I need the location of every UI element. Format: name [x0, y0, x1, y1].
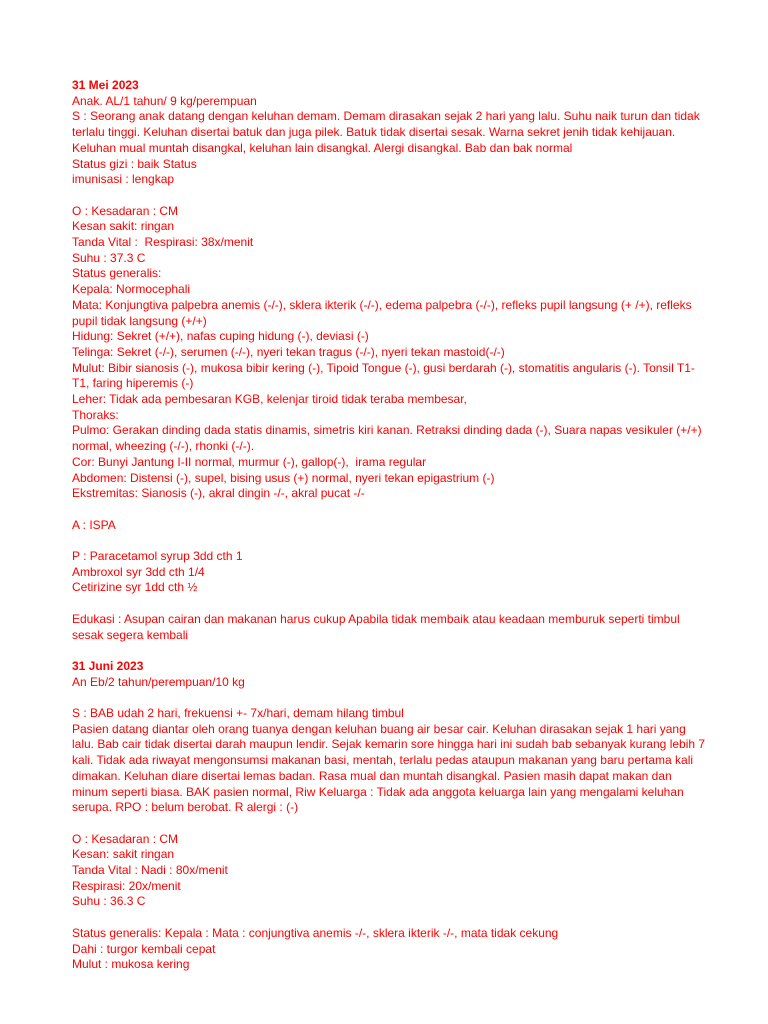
text-line: Anak. AL/1 tahun/ 9 kg/perempuan: [72, 93, 257, 108]
text-line: Cor: Bunyi Jantung I-II normal, murmur (-), gallop(-), irama regular: [72, 454, 427, 469]
text-line: Hidung: Sekret (+/+), nafas cuping hidung (-), deviasi (-): [72, 329, 369, 344]
text-line: Thoraks:: [72, 407, 119, 422]
section-date-heading: 31 Juni 2023: [72, 658, 144, 673]
text-line: Suhu : 36.3 C: [72, 894, 146, 909]
text-line: Suhu : 37.3 C: [72, 250, 146, 265]
text-line: S : BAB udah 2 hari, frekuensi +- 7x/hari, demam hilang timbul: [72, 706, 404, 721]
blank-line: [72, 188, 708, 204]
blank-line: [72, 502, 708, 518]
text-line: Mulut : mukosa kering: [72, 957, 190, 972]
text-line: S : Seorang anak datang dengan keluhan demam. Demam dirasakan sejak 2 hari yang lalu. Suhu naik turun dan tidak terlalu tinggi. Keluhan disertai batuk dan juga pilek. Batuk tidak disertai sesak. Warna sekret jenih tidak kehijauan. Keluhan mual muntah disangkal, keluhan lain disangkal. Alergi disangkal. Bab dan bak normal: [72, 109, 704, 155]
blank-line: [72, 910, 708, 926]
blank-line: [72, 596, 708, 612]
text-line: Ambroxol syr 3dd cth 1/4: [72, 564, 205, 579]
text-line: Kesan: sakit ringan: [72, 847, 175, 862]
text-line: Status generalis:: [72, 266, 162, 281]
text-line: Mulut: Bibir sianosis (-), mukosa bibir kering (-), Tipoid Tongue (-), gusi berdarah (-), stomatitis angularis (-). Tonsil T1-T1, faring hiperemis (-): [72, 360, 695, 391]
text-line: Status gizi : baik Status: [72, 156, 197, 171]
text-line: Status generalis: Kepala : Mata : conjungtiva anemis -/-, sklera ikterik -/-, mata tidak cekung: [72, 925, 559, 940]
text-line: Ekstremitas: Sianosis (-), akral dingin -/-, akral pucat -/-: [72, 486, 365, 501]
section-date-heading: 31 Mei 2023: [72, 78, 139, 92]
text-line: Leher: Tidak ada pembesaran KGB, kelenjar tiroid tidak teraba membesar,: [72, 392, 467, 407]
text-line: An Eb/2 tahun/perempuan/10 kg: [72, 674, 245, 689]
text-line: Edukasi : Asupan cairan dan makanan harus cukup Apabila tidak membaik atau keadaan memburuk seperti timbul sesak segera kembali: [72, 611, 684, 642]
text-line: A : ISPA: [72, 517, 116, 532]
text-line: Mata: Konjungtiva palpebra anemis (-/-), sklera ikterik (-/-), edema palpebra (-/-), refleks pupil langsung (+ /+), refleks pupil tidak langsung (+/+): [72, 297, 695, 328]
text-line: Dahi : turgor kembali cepat: [72, 941, 216, 956]
text-line: Pasien datang diantar oleh orang tuanya dengan keluhan buang air besar cair. Keluhan dirasakan sejak 1 hari yang lalu. Bab cair tidak disertai darah maupun lendir. Sejak kemarin sore hingga hari ini sudah bab sebanyak kurang lebih 7 kali. Tidak ada riwayat mengonsumsi makanan basi, mentah, terlalu pedas ataupun makanan yang baru pertama kali dimakan. Keluhan diare disertai lemas badan. Rasa mual dan muntah disangkal. Pasien masih dapat makan dan minum seperti biasa. BAK pasien normal, Riw Keluarga : Tidak ada anggota keluarga lain yang mengalami keluhan serupa. RPO : belum berobat. R alergi : (-): [72, 721, 709, 815]
blank-line: [72, 643, 708, 659]
text-line: Abdomen: Distensi (-), supel, bising usus (+) normal, nyeri tekan epigastrium (-): [72, 470, 495, 485]
text-line: Telinga: Sekret (-/-), serumen (-/-), nyeri tekan tragus (-/-), nyeri tekan mastoid(-/-): [72, 344, 505, 359]
text-line: Kesan sakit: ringan: [72, 219, 175, 234]
text-line: Respirasi: 20x/menit: [72, 878, 181, 893]
text-line: Tanda Vital : Respirasi: 38x/menit: [72, 235, 254, 250]
text-line: imunisasi : lengkap: [72, 172, 175, 187]
text-line: Kepala: Normocephali: [72, 282, 191, 297]
text-line: Tanda Vital : Nadi : 80x/menit: [72, 863, 228, 878]
text-line: P : Paracetamol syrup 3dd cth 1: [72, 549, 243, 564]
text-line: O : Kesadaran : CM: [72, 203, 179, 218]
text-line: Pulmo: Gerakan dinding dada statis dinamis, simetris kiri kanan. Retraksi dinding dada (-), Suara napas vesikuler (+/+) normal, wheezing (-/-), rhonki (-/-).: [72, 423, 705, 454]
blank-line: [72, 533, 708, 549]
text-line: Cetirizine syr 1dd cth ½: [72, 580, 198, 595]
blank-line: [72, 690, 708, 706]
blank-line: [72, 816, 708, 832]
text-line: O : Kesadaran : CM: [72, 831, 179, 846]
